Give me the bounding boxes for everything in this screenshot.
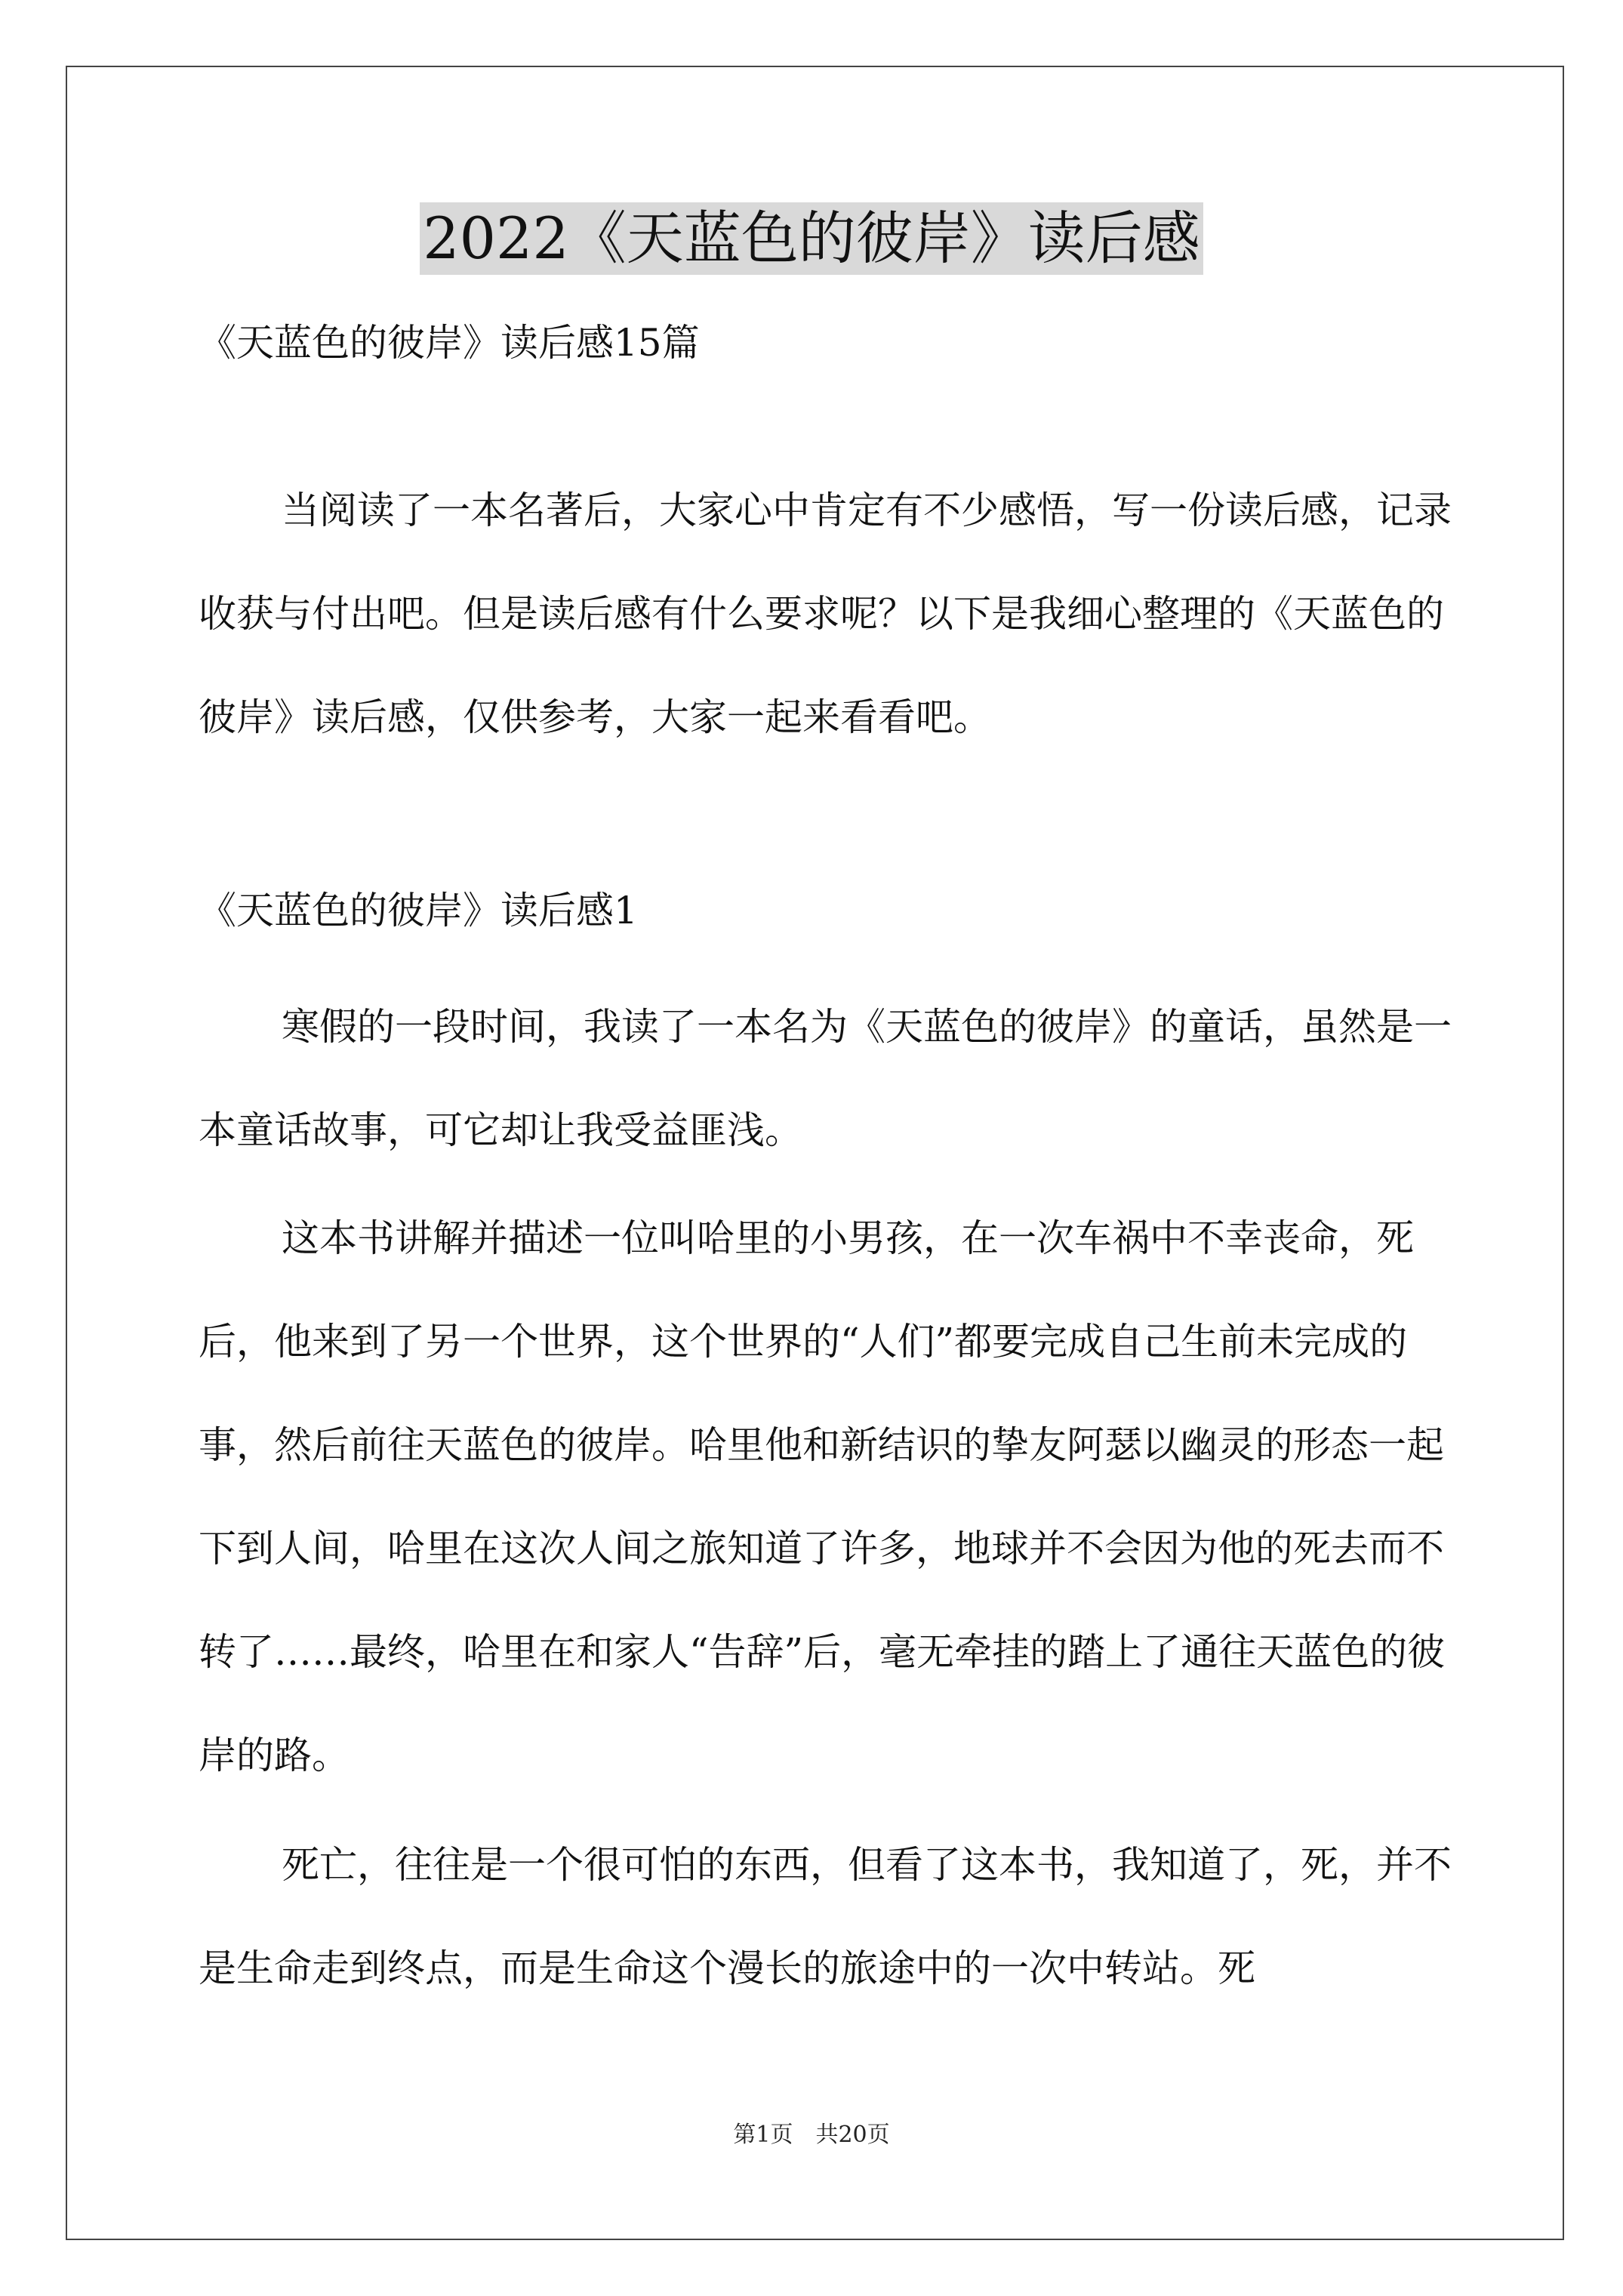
title-container (0, 202, 1623, 275)
body-paragraph-2: 这本书讲解并描述一位叫哈里的小男孩，在一次车祸中不幸丧命，死后，他来到了另一个世界，这个世界的“人们”都要完成自己生前未完成的事，然后前往天蓝色的彼岸。哈里他和新结识的挚友阿瑟以幽灵的形态一起下到人间，哈里在这次人间之旅知道了许多，地球并不会因为他的死去而不转了……最终，哈里在和家人“告辞”后，毫无牵挂的踏上了通往天蓝色的彼岸的路。 (199, 1216, 1446, 1777)
intro-paragraph: 当阅读了一本名著后，大家心中肯定有不少感悟，写一份读后感，记录收获与付出吧。但是读后感有什么要求呢？以下是我细心整理的《天蓝色的彼岸》读后感，仅供参考，大家一起来看看吧。 (199, 488, 1452, 739)
document-title: 2022《天蓝色的彼岸》读后感 (420, 202, 1203, 275)
body-paragraph-1: 寒假的一段时间，我读了一本名为《天蓝色的彼岸》的童话，虽然是一本童话故事，可它却让我受益匪浅。 (199, 1005, 1452, 1152)
document-subtitle: 《天蓝色的彼岸》读后感15篇 (199, 321, 700, 365)
page-footer: 第1页 共20页 (733, 2122, 890, 2148)
body-paragraph-3: 死亡，往往是一个很可怕的东西，但看了这本书，我知道了，死，并不是生命走到终点，而是生命这个漫长的旅途中的一次中转站。死 (199, 1843, 1452, 1990)
section-heading: 《天蓝色的彼岸》读后感1 (199, 889, 638, 932)
